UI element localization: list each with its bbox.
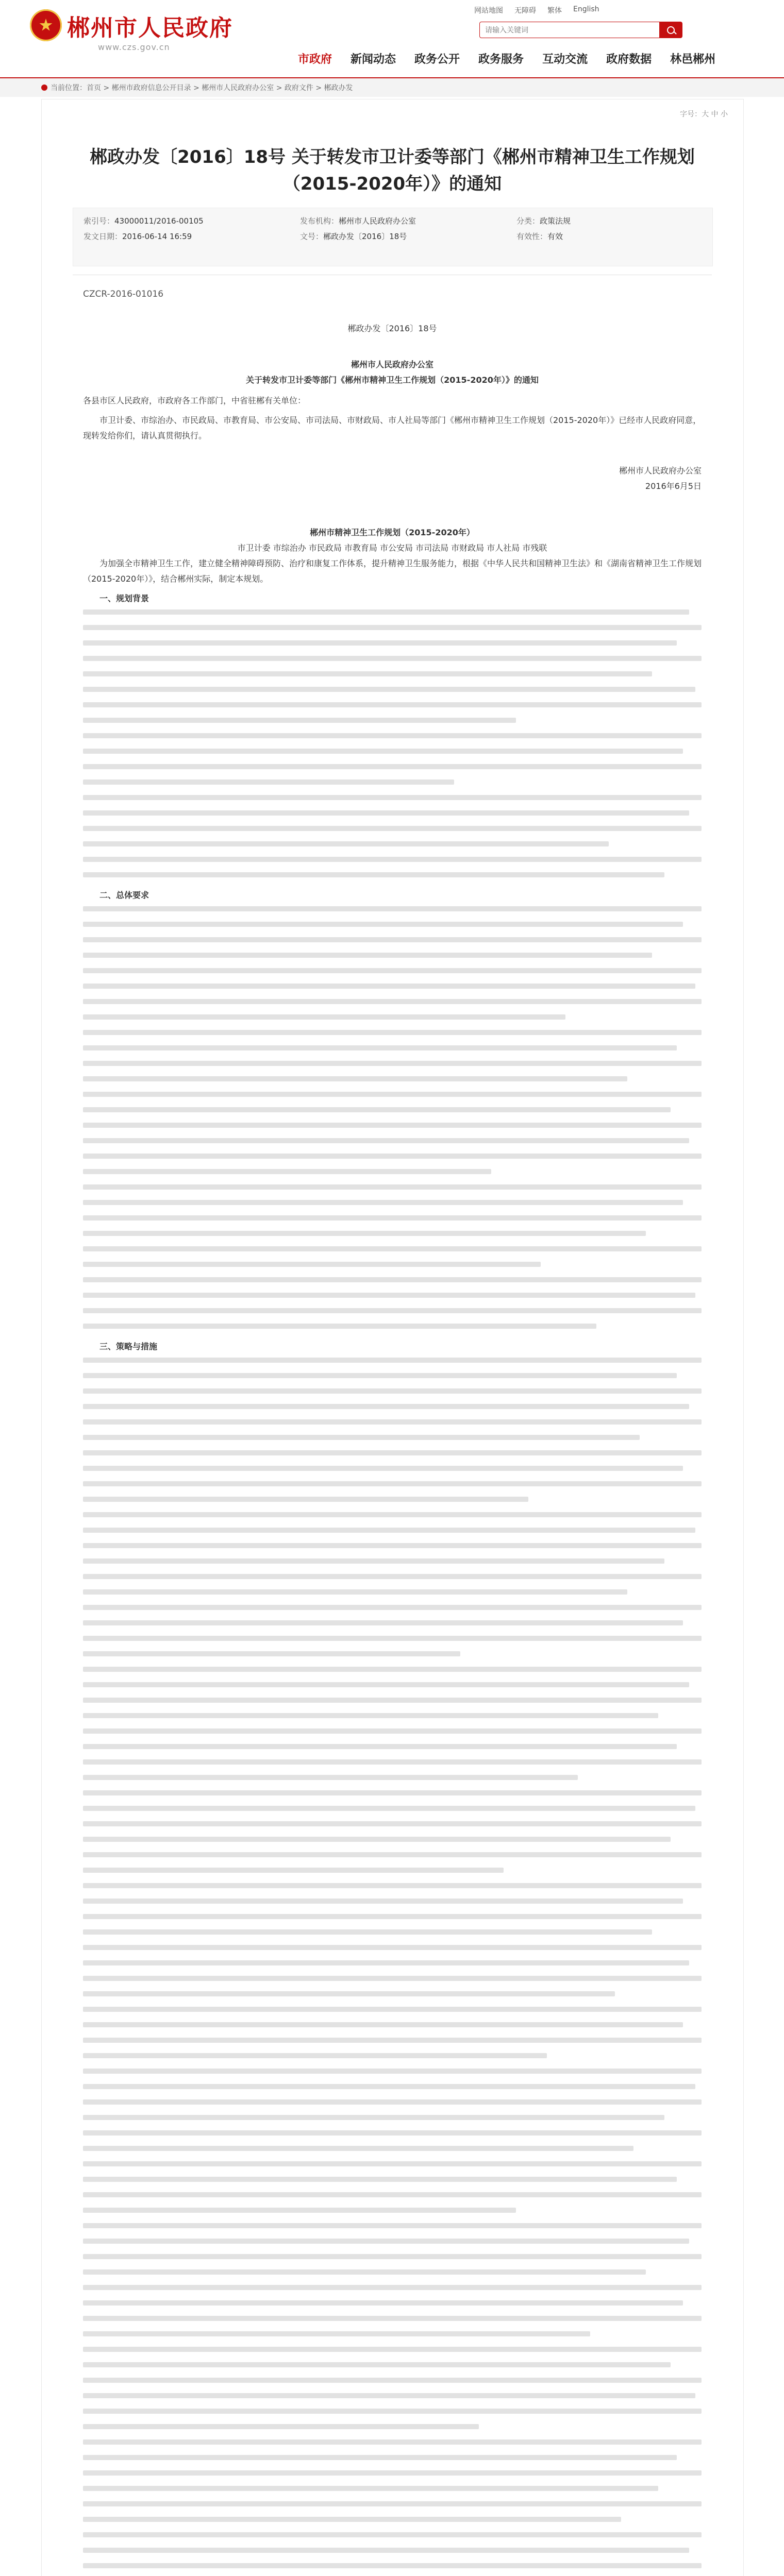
meta-issuer <box>300 215 416 226</box>
plan-authors: 市卫计委 市综治办 市民政局 市教育局 市公安局 市司法局 市财政局 市人社局 市残联 <box>237 543 547 553</box>
meta-date <box>84 231 192 242</box>
section-text-2 <box>83 906 702 1329</box>
intro-paragraph: 市卫计委、市综治办、市民政局、市教育局、市公安局、市司法局、市财政局、市人社局等部门《郴州市精神卫生工作规划（2015-2020年）》已经市人民政府同意，现转发给你们，请认真贯彻执行。 <box>83 415 702 440</box>
search-input[interactable] <box>479 22 660 38</box>
main-nav <box>289 49 725 70</box>
article-title: 郴政办发〔2016〕18号 关于转发市卫计委等部门《郴州市精神卫生工作规划（2015-2020年）》的通知 <box>90 147 695 194</box>
site-header <box>0 0 784 77</box>
search-icon[interactable] <box>660 22 682 38</box>
meta-issuer-value: 郴州市人民政府办公室 <box>339 216 416 226</box>
meta-class-value: 政策法规 <box>540 216 571 226</box>
breadcrumb <box>41 82 353 93</box>
section-heading-3: 三、策略与措施 <box>99 1342 158 1351</box>
issuing-org: 郴州市人民政府办公室 <box>351 360 433 369</box>
font-size-switch[interactable]: 字号：大 中 小 <box>680 110 728 118</box>
nav-item-open-gov[interactable]: 政务公开 <box>414 53 460 66</box>
plan-title: 郴州市精神卫生工作规划（2015-2020年） <box>310 528 475 537</box>
tool-english[interactable]: English <box>573 5 599 13</box>
meta-doc-no <box>300 231 407 242</box>
meta-date-label: 发文日期： <box>84 232 123 241</box>
nav-item-news[interactable]: 新闻动态 <box>351 53 396 66</box>
breadcrumb-text[interactable]: 当前位置：首页 > 郴州市政府信息公开目录 > 郴州市人民政府办公室 > 政府文件 > 郴政办发 <box>51 84 353 92</box>
tool-traditional[interactable]: 繁体 <box>547 7 562 15</box>
article-panel <box>41 99 744 2576</box>
meta-validity <box>516 231 563 242</box>
meta-validity-value: 有效 <box>547 232 563 241</box>
meta-validity-label: 有效性： <box>516 232 548 241</box>
section-heading-1: 一、规划背景 <box>99 594 149 603</box>
doc-number: 郴政办发〔2016〕18号 <box>347 324 437 333</box>
search-area <box>479 22 686 39</box>
tool-accessibility[interactable]: 无障碍 <box>514 7 536 15</box>
meta-doc-no-label: 文号： <box>300 232 324 241</box>
recipients: 各县市区人民政府，市政府各工作部门，中省驻郴有关单位： <box>83 396 306 405</box>
doc-code: CZCR-2016-01016 <box>83 289 164 299</box>
nav-item-interaction[interactable]: 互动交流 <box>542 53 588 66</box>
site-title[interactable]: 郴州市人民政府 <box>67 15 233 41</box>
meta-class <box>516 215 571 226</box>
nav-item-government[interactable]: 市政府 <box>298 53 332 66</box>
nav-item-linyi[interactable]: 林邑郴州 <box>670 53 716 66</box>
meta-index-label: 索引号： <box>84 216 115 226</box>
site-url: www.czs.gov.cn <box>98 42 170 52</box>
section-heading-2: 二、总体要求 <box>99 890 149 900</box>
signature: 郴州市人民政府办公室 <box>619 466 702 476</box>
meta-doc-no-value: 郴政办发〔2016〕18号 <box>323 232 407 241</box>
tool-sitemap[interactable]: 网站地图 <box>474 7 503 15</box>
national-emblem-icon <box>30 9 62 41</box>
meta-index-value: 43000011/2016-00105 <box>114 216 204 226</box>
sign-date: 2016年6月5日 <box>645 481 702 491</box>
meta-date-value: 2016-06-14 16:59 <box>122 232 192 241</box>
nav-item-data[interactable]: 政府数据 <box>606 53 652 66</box>
breadcrumb-bar <box>0 77 784 97</box>
location-icon <box>41 84 47 91</box>
meta-class-label: 分类： <box>516 216 540 226</box>
document-body <box>83 321 702 2576</box>
notice-title: 关于转发市卫计委等部门《郴州市精神卫生工作规划（2015-2020年）》的通知 <box>246 375 539 385</box>
section-text-1 <box>83 609 702 877</box>
plan-intro: 为加强全市精神卫生工作，建立健全精神障碍预防、治疗和康复工作体系，提升精神卫生服务能力，根据《中华人民共和国精神卫生法》和《湖南省精神卫生工作规划（2015-2020年）》，结合郴州实际，制定本规划。 <box>83 558 702 584</box>
nav-item-services[interactable]: 政务服务 <box>478 53 524 66</box>
section-text-3 <box>83 1358 702 2576</box>
meta-index <box>84 215 204 226</box>
meta-issuer-label: 发布机构： <box>300 216 339 226</box>
meta-box <box>73 208 713 266</box>
header-tools <box>474 5 680 15</box>
